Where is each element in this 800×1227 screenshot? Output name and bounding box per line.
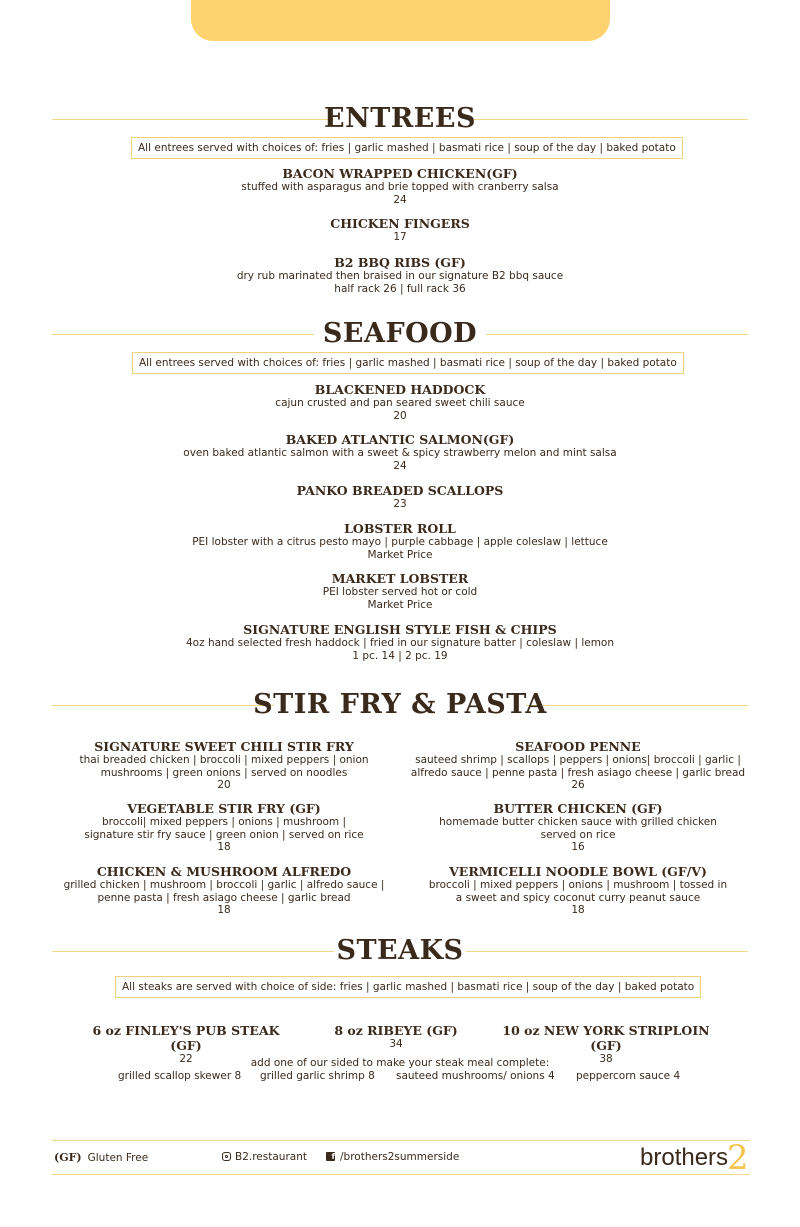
- item-price: 16: [571, 841, 585, 853]
- menu-item: [406, 864, 750, 917]
- item-price: 24: [393, 193, 407, 206]
- menu-item: [52, 739, 396, 792]
- side-option: peppercorn sauce 4: [576, 1070, 681, 1082]
- item-price: 34: [389, 1038, 403, 1050]
- item-desc: grilled chicken | mushroom | broccoli | garlic | alfredo sauce |: [63, 879, 385, 891]
- instagram-text: B2.restaurant: [235, 1151, 307, 1163]
- item-name: CHICKEN FINGERS: [330, 216, 470, 231]
- item-name: BUTTER CHICKEN (GF): [493, 801, 663, 816]
- side-option: grilled scallop skewer 8: [118, 1070, 242, 1082]
- section-title: STEAKS: [336, 935, 464, 966]
- item-price: 20: [393, 409, 407, 422]
- item-name: BAKED ATLANTIC SALMON(GF): [285, 432, 515, 447]
- menu-item: [52, 801, 396, 854]
- item-desc: broccoli| mixed peppers | onions | mushroom |: [101, 816, 347, 828]
- entrees-note: All entrees served with choices of: fries | garlic mashed | basmati rice | soup of the day | baked potato: [131, 137, 683, 159]
- stirfry-header: [52, 685, 748, 725]
- item-name: SIGNATURE ENGLISH STYLE FISH & CHIPS: [243, 622, 557, 637]
- steak-item: [286, 1023, 506, 1050]
- menu-item: [0, 521, 800, 561]
- item-price: 18: [571, 904, 585, 916]
- menu-item: [0, 382, 800, 422]
- gf-tag: (GF): [54, 1151, 82, 1164]
- seafood-header: [52, 314, 748, 354]
- item-desc: penne pasta | fresh asiago cheese | garlic bread: [97, 891, 351, 904]
- item-price: 18: [217, 841, 231, 853]
- section-title: SEAFOOD: [322, 318, 478, 349]
- item-price: 20: [217, 779, 231, 791]
- gluten-free-legend: [54, 1151, 148, 1164]
- facebook-icon: f: [326, 1152, 335, 1161]
- item-price: 38: [599, 1053, 613, 1065]
- item-desc: PEI lobster with a citrus pesto mayo | purple cabbage | apple coleslaw | lettuce: [192, 536, 608, 548]
- item-name: CHICKEN & MUSHROOM ALFREDO: [96, 864, 352, 879]
- menu-item: [0, 432, 800, 472]
- item-desc: dry rub marinated then braised in our signature B2 bbq sauce: [236, 270, 564, 282]
- menu-item: [0, 216, 800, 244]
- item-price: Market Price: [367, 548, 433, 561]
- facebook-handle[interactable]: [326, 1151, 459, 1163]
- menu-item: [0, 255, 800, 295]
- item-desc: homemade butter chicken sauce with grilled chicken: [439, 816, 717, 828]
- item-name: 10 oz NEW YORK STRIPLOIN (GF): [502, 1023, 710, 1053]
- item-name: MARKET LOBSTER: [331, 571, 469, 586]
- menu-item: [0, 571, 800, 611]
- menu-item: [0, 622, 800, 662]
- item-name: B2 BBQ RIBS (GF): [334, 255, 466, 270]
- item-desc: stuffed with asparagus and brie topped with cranberry salsa: [241, 181, 559, 193]
- item-price: 1 pc. 14 | 2 pc. 19: [352, 649, 448, 662]
- brand-word: brothers: [640, 1144, 729, 1171]
- menu-item: [52, 864, 396, 917]
- item-desc: mushrooms | green onions | served on noodles: [100, 766, 348, 779]
- item-desc: served on rice: [540, 828, 616, 841]
- instagram-icon: [222, 1152, 231, 1161]
- item-name: PANKO BREADED SCALLOPS: [296, 483, 504, 498]
- item-desc: thai breaded chicken | broccoli | mixed peppers | onion: [79, 754, 369, 766]
- item-desc: a sweet and spicy coconut curry peanut sauce: [455, 891, 701, 904]
- facebook-text: /brothers2summerside: [340, 1151, 460, 1163]
- item-name: BLACKENED HADDOCK: [314, 382, 486, 397]
- menu-item: [406, 739, 750, 792]
- item-name: VEGETABLE STIR FRY (GF): [127, 801, 321, 816]
- instagram-handle[interactable]: [222, 1151, 307, 1163]
- entrees-header: [52, 99, 748, 139]
- menu-item: [0, 166, 800, 206]
- sides-title: add one of our sided to make your steak meal complete:: [250, 1057, 550, 1069]
- item-name: 6 oz FINLEY'S PUB STEAK (GF): [92, 1023, 280, 1053]
- seafood-note: All entrees served with choices of: fries | garlic mashed | basmati rice | soup of the day | baked potato: [132, 352, 684, 374]
- top-tab: [191, 0, 610, 41]
- brand-number: 2: [727, 1138, 749, 1178]
- item-desc: 4oz hand selected fresh haddock | fried in our signature batter | coleslaw | lemon: [185, 637, 614, 649]
- item-price: 24: [393, 459, 407, 472]
- item-desc: alfredo sauce | penne pasta | fresh asiago cheese | garlic bread: [410, 766, 746, 779]
- section-title: STIR FRY & PASTA: [253, 689, 547, 720]
- steaks-note: All steaks are served with choice of side: fries | garlic mashed | basmati rice | soup of the day | baked potato: [115, 976, 701, 998]
- item-price: 18: [217, 904, 231, 916]
- item-price: 26: [571, 779, 585, 791]
- side-option: grilled garlic shrimp 8: [260, 1070, 375, 1082]
- item-desc: broccoli | mixed peppers | onions | mushroom | tossed in: [428, 879, 728, 891]
- section-title: ENTREES: [324, 103, 476, 134]
- item-name: 8 oz RIBEYE (GF): [334, 1023, 458, 1038]
- gf-label: Gluten Free: [87, 1152, 149, 1164]
- item-price: 17: [393, 231, 407, 243]
- brand-logo: [640, 1138, 749, 1178]
- steaks-header: [52, 931, 748, 971]
- item-name: BACON WRAPPED CHICKEN(GF): [282, 166, 518, 181]
- item-name: SIGNATURE SWEET CHILI STIR FRY: [94, 739, 354, 754]
- item-price: 23: [393, 498, 407, 510]
- menu-item: [406, 801, 750, 854]
- item-desc: sauteed shrimp | scallops | peppers | onions| broccoli | garlic |: [415, 754, 741, 766]
- item-desc: signature stir fry sauce | green onion | served on rice: [84, 828, 364, 841]
- menu-item: [0, 483, 800, 511]
- item-desc: cajun crusted and pan seared sweet chili sauce: [275, 397, 525, 409]
- item-name: SEAFOOD PENNE: [515, 739, 641, 754]
- item-name: VERMICELLI NOODLE BOWL (GF/V): [449, 864, 707, 879]
- item-price: 22: [179, 1053, 193, 1065]
- item-price: Market Price: [367, 598, 433, 611]
- item-price: half rack 26 | full rack 36: [334, 282, 466, 295]
- item-desc: oven baked atlantic salmon with a sweet & spicy strawberry melon and mint salsa: [183, 447, 617, 459]
- side-option: sauteed mushrooms/ onions 4: [396, 1070, 555, 1082]
- item-desc: PEI lobster served hot or cold: [322, 586, 478, 598]
- item-name: LOBSTER ROLL: [344, 521, 456, 536]
